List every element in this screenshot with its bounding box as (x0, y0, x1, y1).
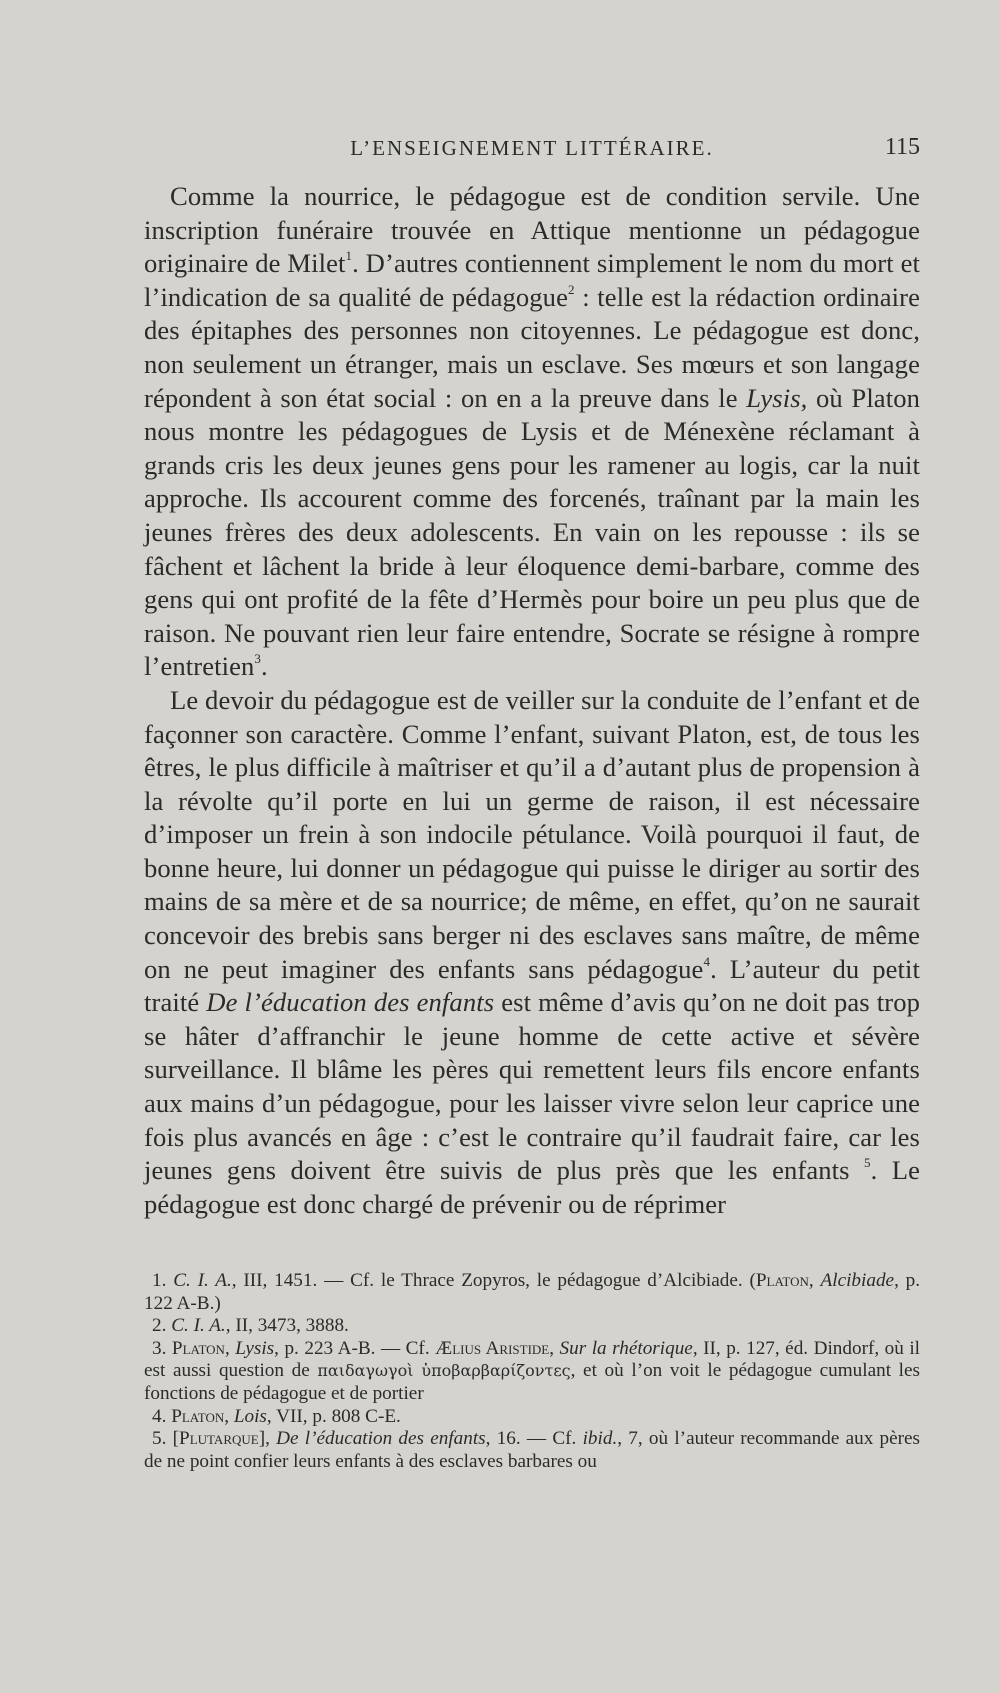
fn-text: , p. 122 A-B.) (144, 1270, 921, 1314)
text: où Platon nous montre les pédagogues de Lysis et de Ménexène réclamant à grands cris les deux jeunes gens pour les ramener au logis, car la nuit approche. Ils accourent comme des forcenés, traînant par la main les jeunes frères des deux adolescents. En vain on les repousse : ils se fâchent et lâchent la bride à leur éloquence demi-barbare, comme des gens qui ont profité de la fête d’Hermès pour boire un peu plus que de raison. Ne pouvant rien leur faire entendre, Socrate se résigne à rompre l’entretien (144, 382, 920, 682)
footnote-ref-1: 1 (345, 248, 353, 264)
text: Le devoir du pédagogue est de veiller sur la conduite de l’enfant et de façonner son caractère. Comme l’enfant, suivant Platon, est, de tous les êtres, le plus difficile à maîtriser et qu’il a d’autant plus de propension à la révolte qu’il porte en lui un germe de raison, il est nécessaire d’imposer un frein à son indocile pétulance. Voilà pourquoi il faut, de bonne heure, lui donner un pédagogue qui puisse le diriger au sortir des mains de sa mère et de sa nourrice; de même, en effet, qu’on ne saurait concevoir des brebis sans berger ni des esclaves sans maître, de même on ne peut imaginer des enfants sans pédagogue (144, 684, 920, 984)
text: . D’autres contiennent simplement le nom du mort et l’indication de sa qualité de pédagogue (144, 248, 920, 312)
fn-text: 1. (152, 1270, 174, 1291)
fn-text: , 16. — Cf. (485, 1428, 583, 1450)
fn-author: Platon (171, 1405, 225, 1427)
fn-author: Platon (171, 1337, 225, 1359)
fn-greek: παιδαγωγοὶ ὑποβαρβαρίζοντες (317, 1361, 571, 1381)
fn-author: Plutarque (179, 1428, 259, 1450)
text: : telle est la rédaction ordinaire des épitaphes des personnes non citoyennes. Le pédagogue est donc, non seulement un étranger, mais un esclave. Ses mœurs et son langage répondent à son état social : on en a la preuve dans le (144, 281, 920, 413)
fn-italic: Lois (233, 1405, 267, 1427)
fn-italic: C. I. A. (171, 1315, 226, 1337)
footnote-ref-5: 5 (864, 1155, 871, 1171)
fn-text: 4. (152, 1405, 172, 1427)
fn-author: Ælius Aristide (435, 1337, 550, 1359)
footnote-3 (144, 1338, 920, 1406)
fn-text: , (224, 1405, 234, 1427)
paragraph-1 (144, 180, 920, 684)
fn-text: , III, 1451. — Cf. le Thrace Zopyros, le pédagogue d’Alcibiade. ( (231, 1270, 756, 1291)
paragraph-2 (144, 684, 920, 1222)
fn-italic: Lysis (235, 1337, 275, 1359)
fn-text: , II, p. 127, éd. Dindorf, où il est aussi question de (144, 1337, 921, 1382)
body-text (144, 180, 920, 1221)
fn-text: , VII, p. 808 C-E. (266, 1405, 401, 1427)
fn-text: , (549, 1337, 560, 1359)
fn-italic: ibid. (582, 1428, 618, 1450)
footnote-2 (144, 1315, 920, 1338)
title-lysis: Lysis, (746, 382, 808, 413)
fn-italic: C. I. A. (173, 1270, 232, 1291)
text: Comme la nourrice, le pédagogue est de condition servile. Une inscription funéraire trouvée en Attique mentionne un pédagogue originaire de Milet (144, 181, 920, 279)
footnotes (144, 1270, 920, 1473)
footnote-5 (144, 1428, 920, 1473)
text: est même d’avis qu’on ne doit pas trop se hâter d’affranchir le jeune homme de cette active et sévère surveillance. Il blâme les pères qui remettent leurs fils encore enfants aux mains d’un pédagogue, pour les laisser vivre selon leur caprice une fois plus avancés en âge : c’est le contraire qu’il faudrait faire, car les jeunes gens doivent être suivis de plus près que les enfants (144, 987, 921, 1186)
fn-text: , 7, où l’auteur recommande aux pères de ne point confier leurs enfants à des esclaves barbares ou (144, 1428, 921, 1472)
fn-text: , II, 3473, 3888. (225, 1315, 349, 1337)
footnote-ref-4: 4 (703, 953, 711, 969)
fn-text: , et où l’on voit le pédagogue cumulant les fonctions de pédagogue et de portier (144, 1360, 920, 1404)
fn-italic: Sur la rhétorique (559, 1337, 693, 1359)
fn-italic: De l’éducation des enfants (276, 1428, 486, 1450)
fn-text: , p. 223 A-B. — Cf. (274, 1337, 436, 1359)
fn-text: 5. [ (152, 1428, 180, 1450)
footnote-ref-3: 3 (254, 651, 261, 667)
running-title: L’ENSEIGNEMENT LITTÉRAIRE. (350, 136, 714, 160)
fn-text: 2. (152, 1315, 172, 1337)
text: . (260, 651, 268, 682)
footnote-4 (144, 1406, 920, 1429)
footnote-1 (144, 1270, 920, 1315)
fn-text: , (224, 1337, 236, 1359)
fn-text: ], (258, 1428, 277, 1450)
text: . L’auteur du petit traité (144, 953, 920, 1018)
fn-text: 3. (152, 1337, 172, 1359)
running-head (144, 132, 920, 166)
text: . Le pédagogue est donc chargé de prévenir ou de réprimer (144, 1155, 920, 1219)
page-number: 115 (884, 134, 920, 160)
fn-text: , (808, 1270, 821, 1291)
fn-author: Platon (755, 1270, 809, 1291)
footnote-ref-2: 2 (567, 281, 575, 297)
fn-italic: Alcibiade (820, 1270, 895, 1291)
title-education: De l’éducation des enfants (206, 987, 495, 1018)
